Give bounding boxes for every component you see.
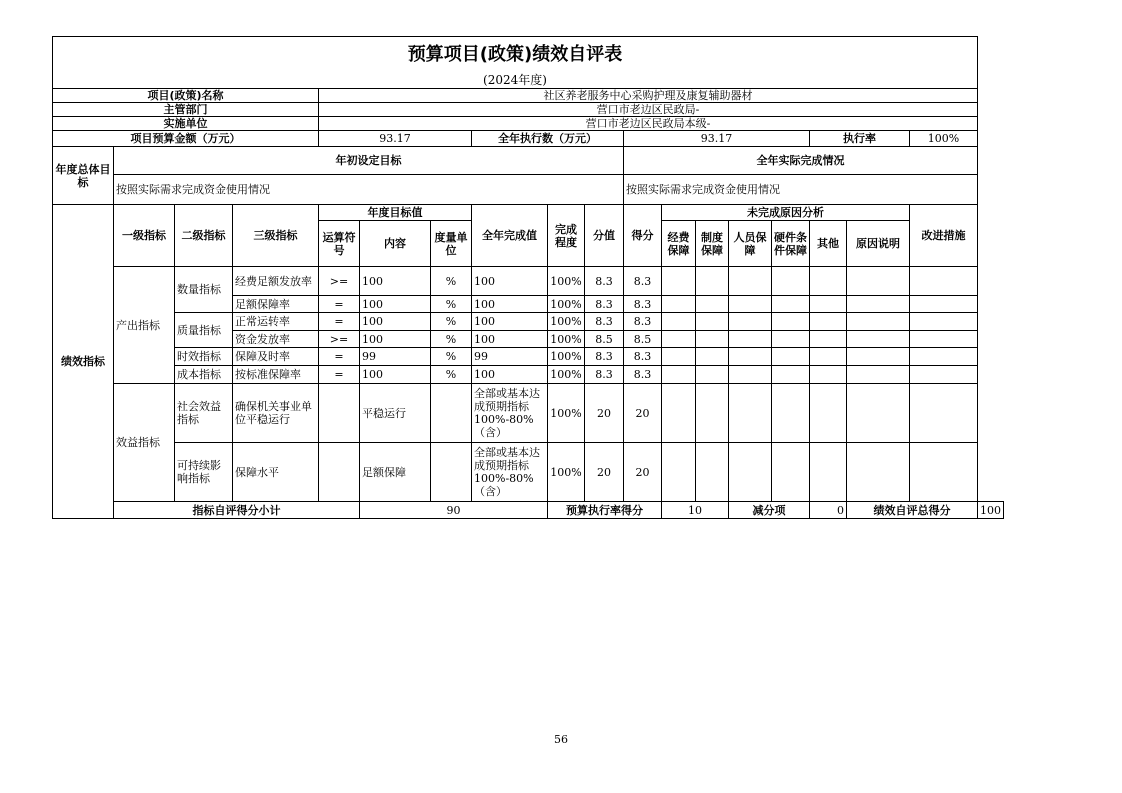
- page-number: 56: [554, 733, 568, 746]
- empty-cell: [772, 384, 810, 443]
- initial-goal-text: 按照实际需求完成资金使用情况: [114, 175, 624, 205]
- empty-cell: [729, 443, 772, 502]
- total-score-value: 100: [978, 502, 1004, 519]
- value-cell: 全部或基本达成预期指标100%-80%（含）: [472, 443, 548, 502]
- empty-cell: [810, 384, 847, 443]
- op-cell: >=: [319, 331, 360, 348]
- empty-cell: [662, 366, 696, 384]
- empty-cell: [772, 366, 810, 384]
- empty-cell: [810, 267, 847, 296]
- empty-cell: [696, 296, 729, 313]
- empty-cell: [729, 331, 772, 348]
- reason-other-header: 其他: [810, 221, 847, 267]
- goals-label: 年度总体目标: [53, 147, 114, 205]
- empty-cell: [910, 366, 978, 384]
- quantity-indicator-label: 数量指标: [175, 267, 233, 313]
- empty-cell: [696, 443, 729, 502]
- empty-cell: [910, 348, 978, 366]
- empty-cell: [847, 267, 910, 296]
- empty-cell: [910, 384, 978, 443]
- unit-cell: %: [431, 267, 472, 296]
- full-year-header: 全年完成值: [472, 205, 548, 267]
- empty-cell: [729, 366, 772, 384]
- timeliness-indicator-label: 时效指标: [175, 348, 233, 366]
- empty-cell: [810, 443, 847, 502]
- reason-group-header: 未完成原因分析: [662, 205, 910, 221]
- degree-cell: 100%: [548, 331, 585, 348]
- unit-cell: %: [431, 331, 472, 348]
- exec-label: 全年执行数（万元）: [472, 131, 624, 147]
- content-cell: 100: [360, 366, 431, 384]
- rate-value: 100%: [910, 131, 978, 147]
- content-cell: 100: [360, 267, 431, 296]
- content-cell: 平稳运行: [360, 384, 431, 443]
- unit-cell: %: [431, 366, 472, 384]
- empty-cell: [729, 384, 772, 443]
- unit-cell: %: [431, 348, 472, 366]
- content-cell: 100: [360, 331, 431, 348]
- table-title: 预算项目(政策)绩效自评表: [53, 37, 978, 73]
- l3-cell: 确保机关事业单位平稳运行: [233, 384, 319, 443]
- empty-cell: [696, 384, 729, 443]
- empty-cell: [910, 443, 978, 502]
- empty-cell: [729, 313, 772, 331]
- dept-value: 营口市老边区民政局-: [319, 103, 978, 117]
- exec-score-label: 预算执行率得分: [548, 502, 662, 519]
- unit-cell: [431, 384, 472, 443]
- actual-result-header: 全年实际完成情况: [624, 147, 978, 175]
- unit-cell: %: [431, 296, 472, 313]
- content-cell: 100: [360, 296, 431, 313]
- level3-header: 三级指标: [233, 205, 319, 267]
- empty-cell: [662, 384, 696, 443]
- empty-cell: [772, 313, 810, 331]
- op-cell: =: [319, 366, 360, 384]
- empty-cell: [847, 366, 910, 384]
- score-cell: 8.3: [624, 313, 662, 331]
- l3-cell: 资金发放率: [233, 331, 319, 348]
- score-cell: 8.3: [624, 267, 662, 296]
- l3-cell: 保障及时率: [233, 348, 319, 366]
- empty-cell: [696, 348, 729, 366]
- level2-header: 二级指标: [175, 205, 233, 267]
- l3-cell: 经费足额发放率: [233, 267, 319, 296]
- op-header: 运算符号: [319, 221, 360, 267]
- value-cell: 100: [472, 313, 548, 331]
- max-cell: 8.3: [585, 348, 624, 366]
- op-cell: >=: [319, 267, 360, 296]
- empty-cell: [772, 443, 810, 502]
- score-cell: 20: [624, 443, 662, 502]
- empty-cell: [729, 267, 772, 296]
- empty-cell: [847, 443, 910, 502]
- content-cell: 足额保障: [360, 443, 431, 502]
- l3-cell: 保障水平: [233, 443, 319, 502]
- perf-indicator-label: 绩效指标: [53, 205, 114, 519]
- project-name-label: 项目(政策)名称: [53, 89, 319, 103]
- reason-hardware-header: 硬件条件保障: [772, 221, 810, 267]
- sustain-impact-label: 可持续影响指标: [175, 443, 233, 502]
- op-cell: =: [319, 296, 360, 313]
- degree-cell: 100%: [548, 366, 585, 384]
- dept-label: 主管部门: [53, 103, 319, 117]
- max-cell: 8.3: [585, 313, 624, 331]
- subtotal-label: 指标自评得分小计: [114, 502, 360, 519]
- op-cell: [319, 443, 360, 502]
- performance-evaluation-table: [52, 36, 1004, 519]
- score-max-header: 分值: [585, 205, 624, 267]
- score-cell: 8.3: [624, 348, 662, 366]
- reason-explain-header: 原因说明: [847, 221, 910, 267]
- empty-cell: [772, 267, 810, 296]
- value-cell: 全部或基本达成预期指标100%-80%（含）: [472, 384, 548, 443]
- empty-cell: [662, 348, 696, 366]
- empty-cell: [696, 313, 729, 331]
- level1-header: 一级指标: [114, 205, 175, 267]
- year-subtitle: (2024年度): [53, 73, 978, 89]
- value-cell: 100: [472, 331, 548, 348]
- max-cell: 20: [585, 443, 624, 502]
- max-cell: 8.3: [585, 296, 624, 313]
- degree-cell: 100%: [548, 348, 585, 366]
- improve-header: 改进措施: [910, 205, 978, 267]
- empty-cell: [662, 313, 696, 331]
- empty-cell: [810, 366, 847, 384]
- degree-cell: 100%: [548, 443, 585, 502]
- empty-cell: [910, 267, 978, 296]
- empty-cell: [847, 331, 910, 348]
- score-cell: 8.3: [624, 296, 662, 313]
- empty-cell: [910, 331, 978, 348]
- empty-cell: [696, 267, 729, 296]
- empty-cell: [810, 331, 847, 348]
- budget-value: 93.17: [319, 131, 472, 147]
- empty-cell: [729, 348, 772, 366]
- empty-cell: [772, 296, 810, 313]
- rate-label: 执行率: [810, 131, 910, 147]
- empty-cell: [910, 313, 978, 331]
- degree-cell: 100%: [548, 384, 585, 443]
- reason-staff-header: 人员保障: [729, 221, 772, 267]
- deduct-value: 0: [810, 502, 847, 519]
- unit-value: 营口市老边区民政局本级-: [319, 117, 978, 131]
- unit-cell: [431, 443, 472, 502]
- social-benefit-label: 社会效益指标: [175, 384, 233, 443]
- empty-cell: [910, 296, 978, 313]
- degree-cell: 100%: [548, 313, 585, 331]
- benefit-indicator-label: 效益指标: [114, 384, 175, 502]
- unit-header: 度量单位: [431, 221, 472, 267]
- quality-indicator-label: 质量指标: [175, 313, 233, 348]
- l3-cell: 正常运转率: [233, 313, 319, 331]
- empty-cell: [696, 366, 729, 384]
- empty-cell: [810, 313, 847, 331]
- content-cell: 100: [360, 313, 431, 331]
- op-cell: [319, 384, 360, 443]
- total-score-label: 绩效自评总得分: [847, 502, 978, 519]
- empty-cell: [662, 267, 696, 296]
- max-cell: 8.5: [585, 331, 624, 348]
- value-cell: 99: [472, 348, 548, 366]
- empty-cell: [847, 384, 910, 443]
- l3-cell: 按标准保障率: [233, 366, 319, 384]
- project-name: 社区养老服务中心采购护理及康复辅助器材: [319, 89, 978, 103]
- score-header: 得分: [624, 205, 662, 267]
- value-cell: 100: [472, 267, 548, 296]
- output-indicator-label: 产出指标: [114, 267, 175, 384]
- subtotal-value: 90: [360, 502, 548, 519]
- empty-cell: [696, 331, 729, 348]
- actual-result-text: 按照实际需求完成资金使用情况: [624, 175, 978, 205]
- degree-cell: 100%: [548, 267, 585, 296]
- degree-header: 完成程度: [548, 205, 585, 267]
- score-cell: 20: [624, 384, 662, 443]
- score-cell: 8.3: [624, 366, 662, 384]
- unit-cell: %: [431, 313, 472, 331]
- empty-cell: [847, 296, 910, 313]
- value-cell: 100: [472, 366, 548, 384]
- empty-cell: [662, 331, 696, 348]
- reason-funds-header: 经费保障: [662, 221, 696, 267]
- empty-cell: [810, 296, 847, 313]
- max-cell: 8.3: [585, 267, 624, 296]
- target-group-header: 年度目标值: [319, 205, 472, 221]
- content-cell: 99: [360, 348, 431, 366]
- empty-cell: [662, 296, 696, 313]
- unit-label: 实施单位: [53, 117, 319, 131]
- exec-value: 93.17: [624, 131, 810, 147]
- value-cell: 100: [472, 296, 548, 313]
- score-cell: 8.5: [624, 331, 662, 348]
- budget-label: 项目预算金额（万元）: [53, 131, 319, 147]
- empty-cell: [847, 313, 910, 331]
- max-cell: 20: [585, 384, 624, 443]
- empty-cell: [662, 443, 696, 502]
- content-header: 内容: [360, 221, 431, 267]
- op-cell: =: [319, 313, 360, 331]
- initial-goal-header: 年初设定目标: [114, 147, 624, 175]
- degree-cell: 100%: [548, 296, 585, 313]
- deduct-label: 减分项: [729, 502, 810, 519]
- reason-system-header: 制度保障: [696, 221, 729, 267]
- l3-cell: 足额保障率: [233, 296, 319, 313]
- exec-score-value: 10: [662, 502, 729, 519]
- empty-cell: [772, 331, 810, 348]
- op-cell: =: [319, 348, 360, 366]
- cost-indicator-label: 成本指标: [175, 366, 233, 384]
- empty-cell: [847, 348, 910, 366]
- max-cell: 8.3: [585, 366, 624, 384]
- empty-cell: [772, 348, 810, 366]
- empty-cell: [729, 296, 772, 313]
- empty-cell: [810, 348, 847, 366]
